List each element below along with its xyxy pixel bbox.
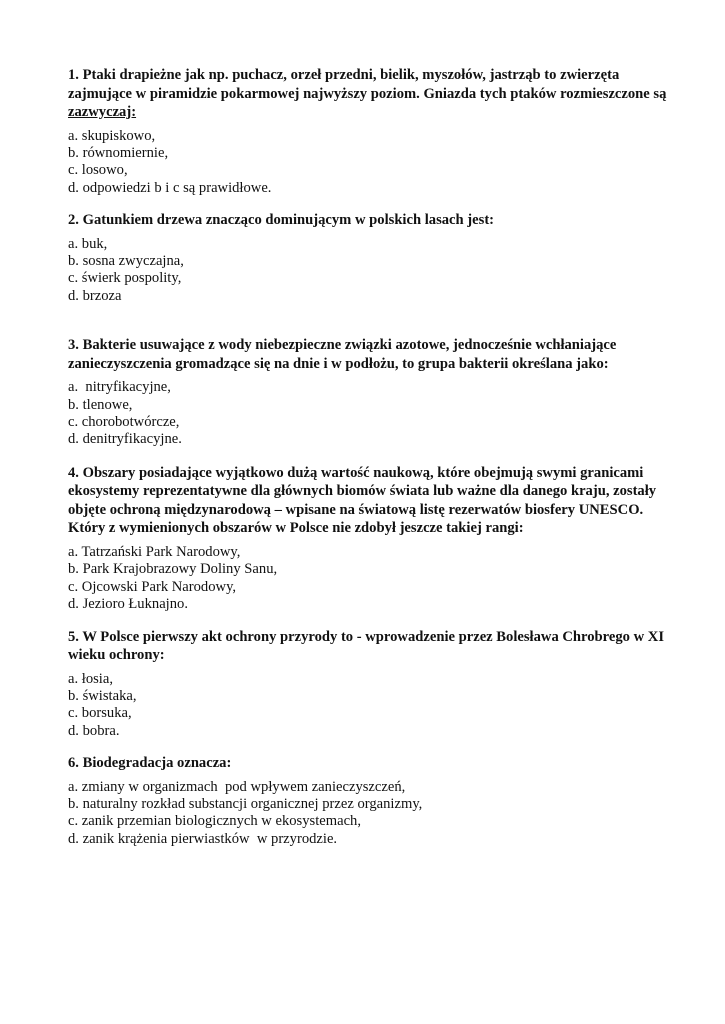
question-5 bbox=[68, 628, 668, 741]
question-6-answers bbox=[68, 779, 668, 849]
answer-option: b. naturalny rozkład substancji organicznej przez organizmy, bbox=[68, 796, 423, 813]
question-5-text: 5. W Polsce pierwszy akt ochrony przyrody to - wprowadzenie przez Bolesława Chrobrego w XI wieku ochrony: bbox=[68, 628, 665, 663]
answer-option: b. tlenowe, bbox=[68, 396, 133, 413]
question-1-text-underlined: zazwyczaj: bbox=[68, 104, 137, 120]
question-2-text: 2. Gatunkiem drzewa znacząco dominującym w polskich lasach jest: bbox=[68, 212, 495, 229]
answer-option: c. borsuka, bbox=[68, 705, 132, 722]
question-2 bbox=[68, 211, 668, 305]
answer-option: c. losowo, bbox=[68, 162, 128, 179]
answer-option: d. Jezioro Łuknajno. bbox=[68, 596, 188, 613]
answer-option: a. buk, bbox=[68, 235, 108, 252]
question-3-answers bbox=[68, 379, 668, 449]
question-1-answers bbox=[68, 128, 668, 198]
answer-option: d. bobra. bbox=[68, 722, 120, 739]
answer-option: a. Tatrzański Park Narodowy, bbox=[68, 543, 241, 560]
answer-option: b. sosna zwyczajna, bbox=[68, 253, 184, 270]
question-5-answers bbox=[68, 671, 668, 741]
question-1-text bbox=[68, 66, 668, 122]
answer-option: a. skupiskowo, bbox=[68, 127, 156, 144]
question-6 bbox=[68, 754, 668, 848]
question-1-text-main: 1. Ptaki drapieżne jak np. puchacz, orzeł przedni, bielik, myszołów, jastrząb to zwierzęta zajmujące w piramidzie pokarmowej najwyższy poziom. Gniazda tych ptaków rozmieszczone są bbox=[68, 67, 667, 102]
answer-option: d. denitryfikacyjne. bbox=[68, 431, 182, 448]
answer-option: c. Ojcowski Park Narodowy, bbox=[68, 578, 237, 595]
question-4-answers bbox=[68, 544, 668, 614]
question-6-text: 6. Biodegradacja oznacza: bbox=[68, 755, 232, 772]
answer-option: d. odpowiedzi b i c są prawidłowe. bbox=[68, 179, 272, 196]
answer-option: b. równomiernie, bbox=[68, 144, 169, 161]
answer-option: c. chorobotwórcze, bbox=[68, 414, 180, 431]
document-page bbox=[68, 66, 668, 848]
answer-option: c. świerk pospolity, bbox=[68, 270, 182, 287]
answer-option: a. nitryfikacyjne, bbox=[68, 379, 171, 396]
answer-option: a. łosia, bbox=[68, 670, 113, 687]
answer-option: d. brzoza bbox=[68, 287, 122, 304]
answer-option: d. zanik krążenia pierwiastków w przyrodzie. bbox=[68, 830, 338, 847]
answer-option: a. zmiany w organizmach pod wpływem zanieczyszczeń, bbox=[68, 778, 406, 795]
question-3-text: 3. Bakterie usuwające z wody niebezpieczne związki azotowe, jednocześnie wchłaniające zanieczyszczenia gromadzące się na dnie i w podłożu, to grupa bakterii określana jako: bbox=[68, 337, 617, 372]
answer-option: b. świstaka, bbox=[68, 687, 137, 704]
question-2-answers bbox=[68, 236, 668, 306]
answer-option: c. zanik przemian biologicznych w ekosystemach, bbox=[68, 813, 361, 830]
question-3 bbox=[68, 336, 668, 449]
question-4-text: 4. Obszary posiadające wyjątkowo dużą wartość naukową, które obejmują swymi granicami ekosystemy reprezentatywne dla głównych biomów świata lub ważne dla danego kraju, zostały objęte ochroną międzynarodową – wpisane na światową listę rezerwatów biosfery UNESCO. Który z wymienionych obszarów w Polsce nie zdobył jeszcze takiej rangi: bbox=[68, 464, 657, 537]
question-1 bbox=[68, 66, 668, 197]
question-4 bbox=[68, 464, 668, 614]
answer-option: b. Park Krajobrazowy Doliny Sanu, bbox=[68, 561, 278, 578]
